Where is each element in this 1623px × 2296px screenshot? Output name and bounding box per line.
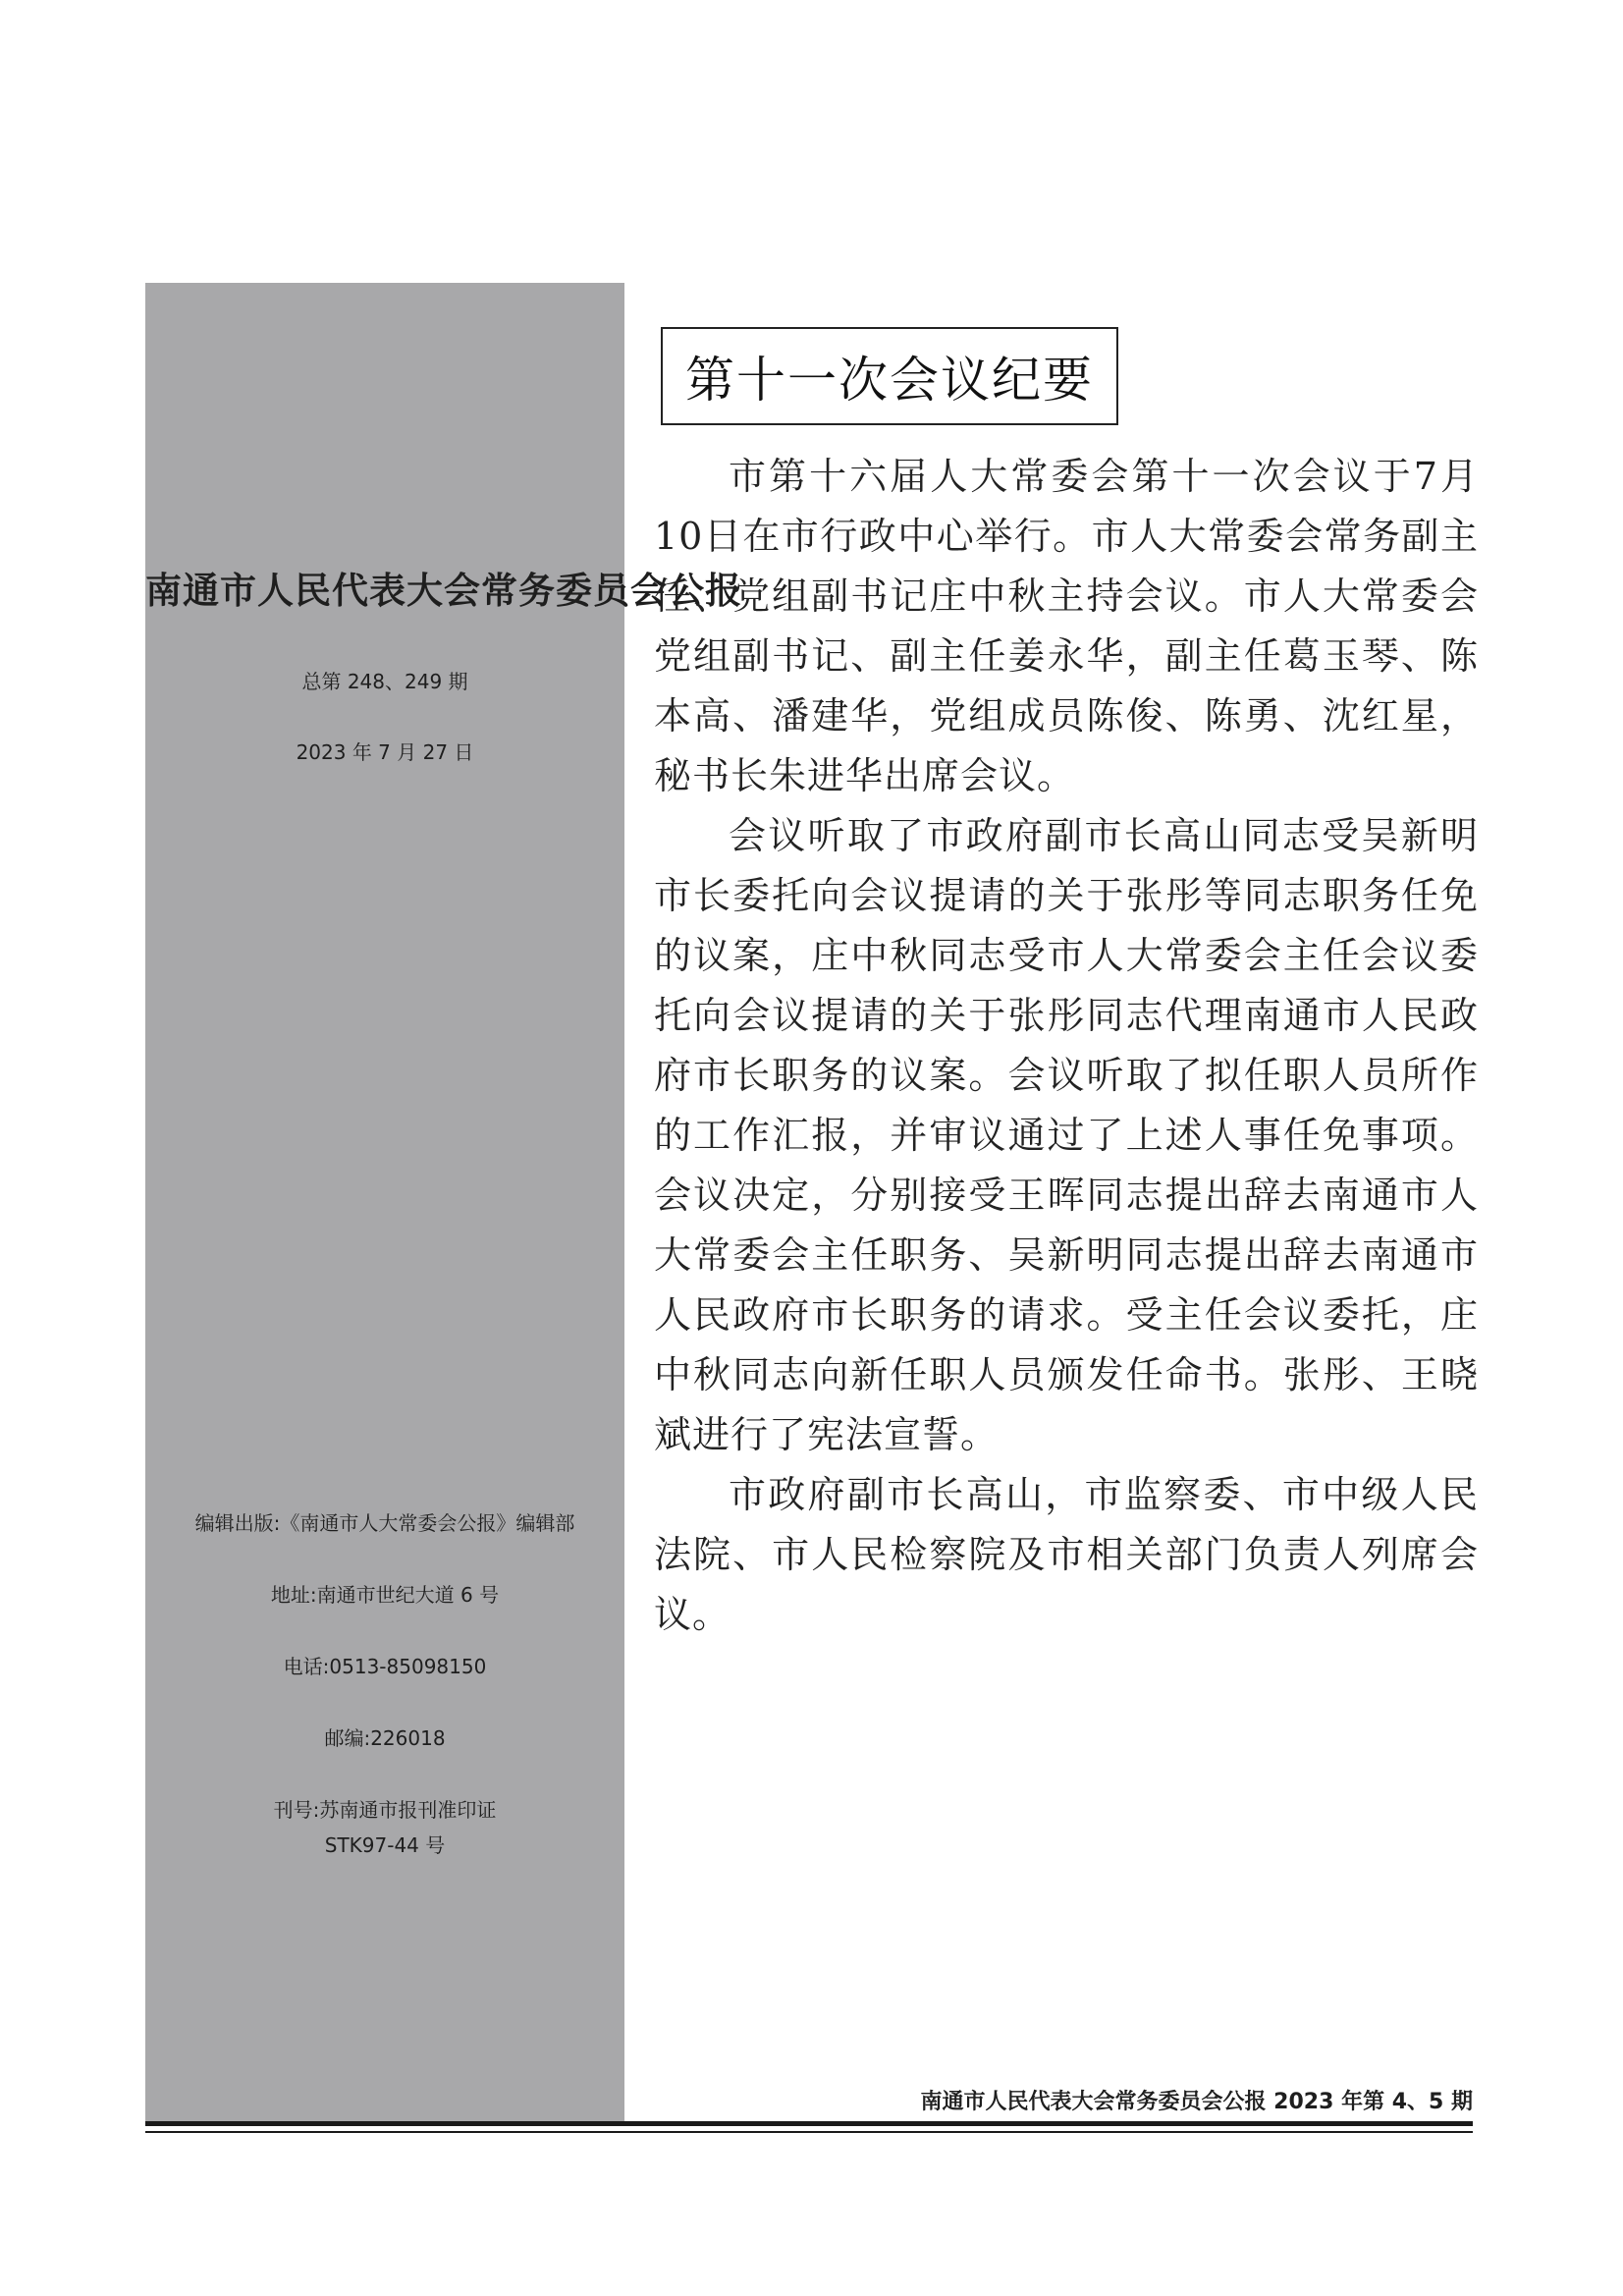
article-paragraph-1: 市第十六届人大常委会第十一次会议于7月10日在市行政中心举行。市人大常委会常务副主任、党组副书记庄中秋主持会议。市人大常委会党组副书记、副主任姜永华，副主任葛玉琴、陈本高、潘建华，党组成员陈俊、陈勇、沈红星，秘书长朱进华出席会议。 bbox=[654, 455, 1479, 797]
article-title-box bbox=[661, 327, 1118, 425]
license-info-line2: STK97-44 号 bbox=[324, 1833, 446, 1857]
sidebar-panel bbox=[145, 283, 742, 2121]
issue-number: 总第 248、249 期 bbox=[301, 670, 468, 693]
editor-info: 编辑出版:《南通市人大常委会公报》编辑部 bbox=[194, 1511, 575, 1535]
article-body bbox=[654, 447, 1479, 1645]
footer-rule-thin bbox=[145, 2131, 1473, 2133]
article-paragraph-3: 市政府副市长高山，市监察委、市中级人民法院、市人民检察院及市相关部门负责人列席会议。 bbox=[654, 1473, 1479, 1636]
article-paragraph-2: 会议听取了市政府副市长高山同志受吴新明市长委托向会议提请的关于张彤等同志职务任免的议案，庄中秋同志受市人大常委会主任会议委托向会议提请的关于张彤同志代理南通市人民政府市长职务的议案。会议听取了拟任职人员所作的工作汇报，并审议通过了上述人事任免事项。会议决定，分别接受王晖同志提出辞去南通市人大常委会主任职务、吴新明同志提出辞去南通市人民政府市长职务的请求。受主任会议委托，庄中秋同志向新任职人员颁发任命书。张彤、王晓斌进行了宪法宣誓。 bbox=[654, 814, 1479, 1456]
article-title: 第十一次会议纪要 bbox=[685, 352, 1094, 409]
footer-rule-thick bbox=[145, 2121, 1473, 2126]
postcode-info: 邮编:226018 bbox=[324, 1726, 446, 1750]
address-info: 地址:南通市世纪大道 6 号 bbox=[270, 1583, 500, 1607]
publication-date: 2023 年 7 月 27 日 bbox=[296, 740, 474, 764]
phone-info: 电话:0513-85098150 bbox=[283, 1655, 487, 1678]
publication-title: 南通市人民代表大会常务委员会公报 bbox=[145, 570, 742, 612]
footer-publication-info: 南通市人民代表大会常务委员会公报 2023 年第 4、5 期 bbox=[920, 2090, 1473, 2114]
license-info-line1: 刊号:苏南通市报刊准印证 bbox=[273, 1798, 497, 1822]
